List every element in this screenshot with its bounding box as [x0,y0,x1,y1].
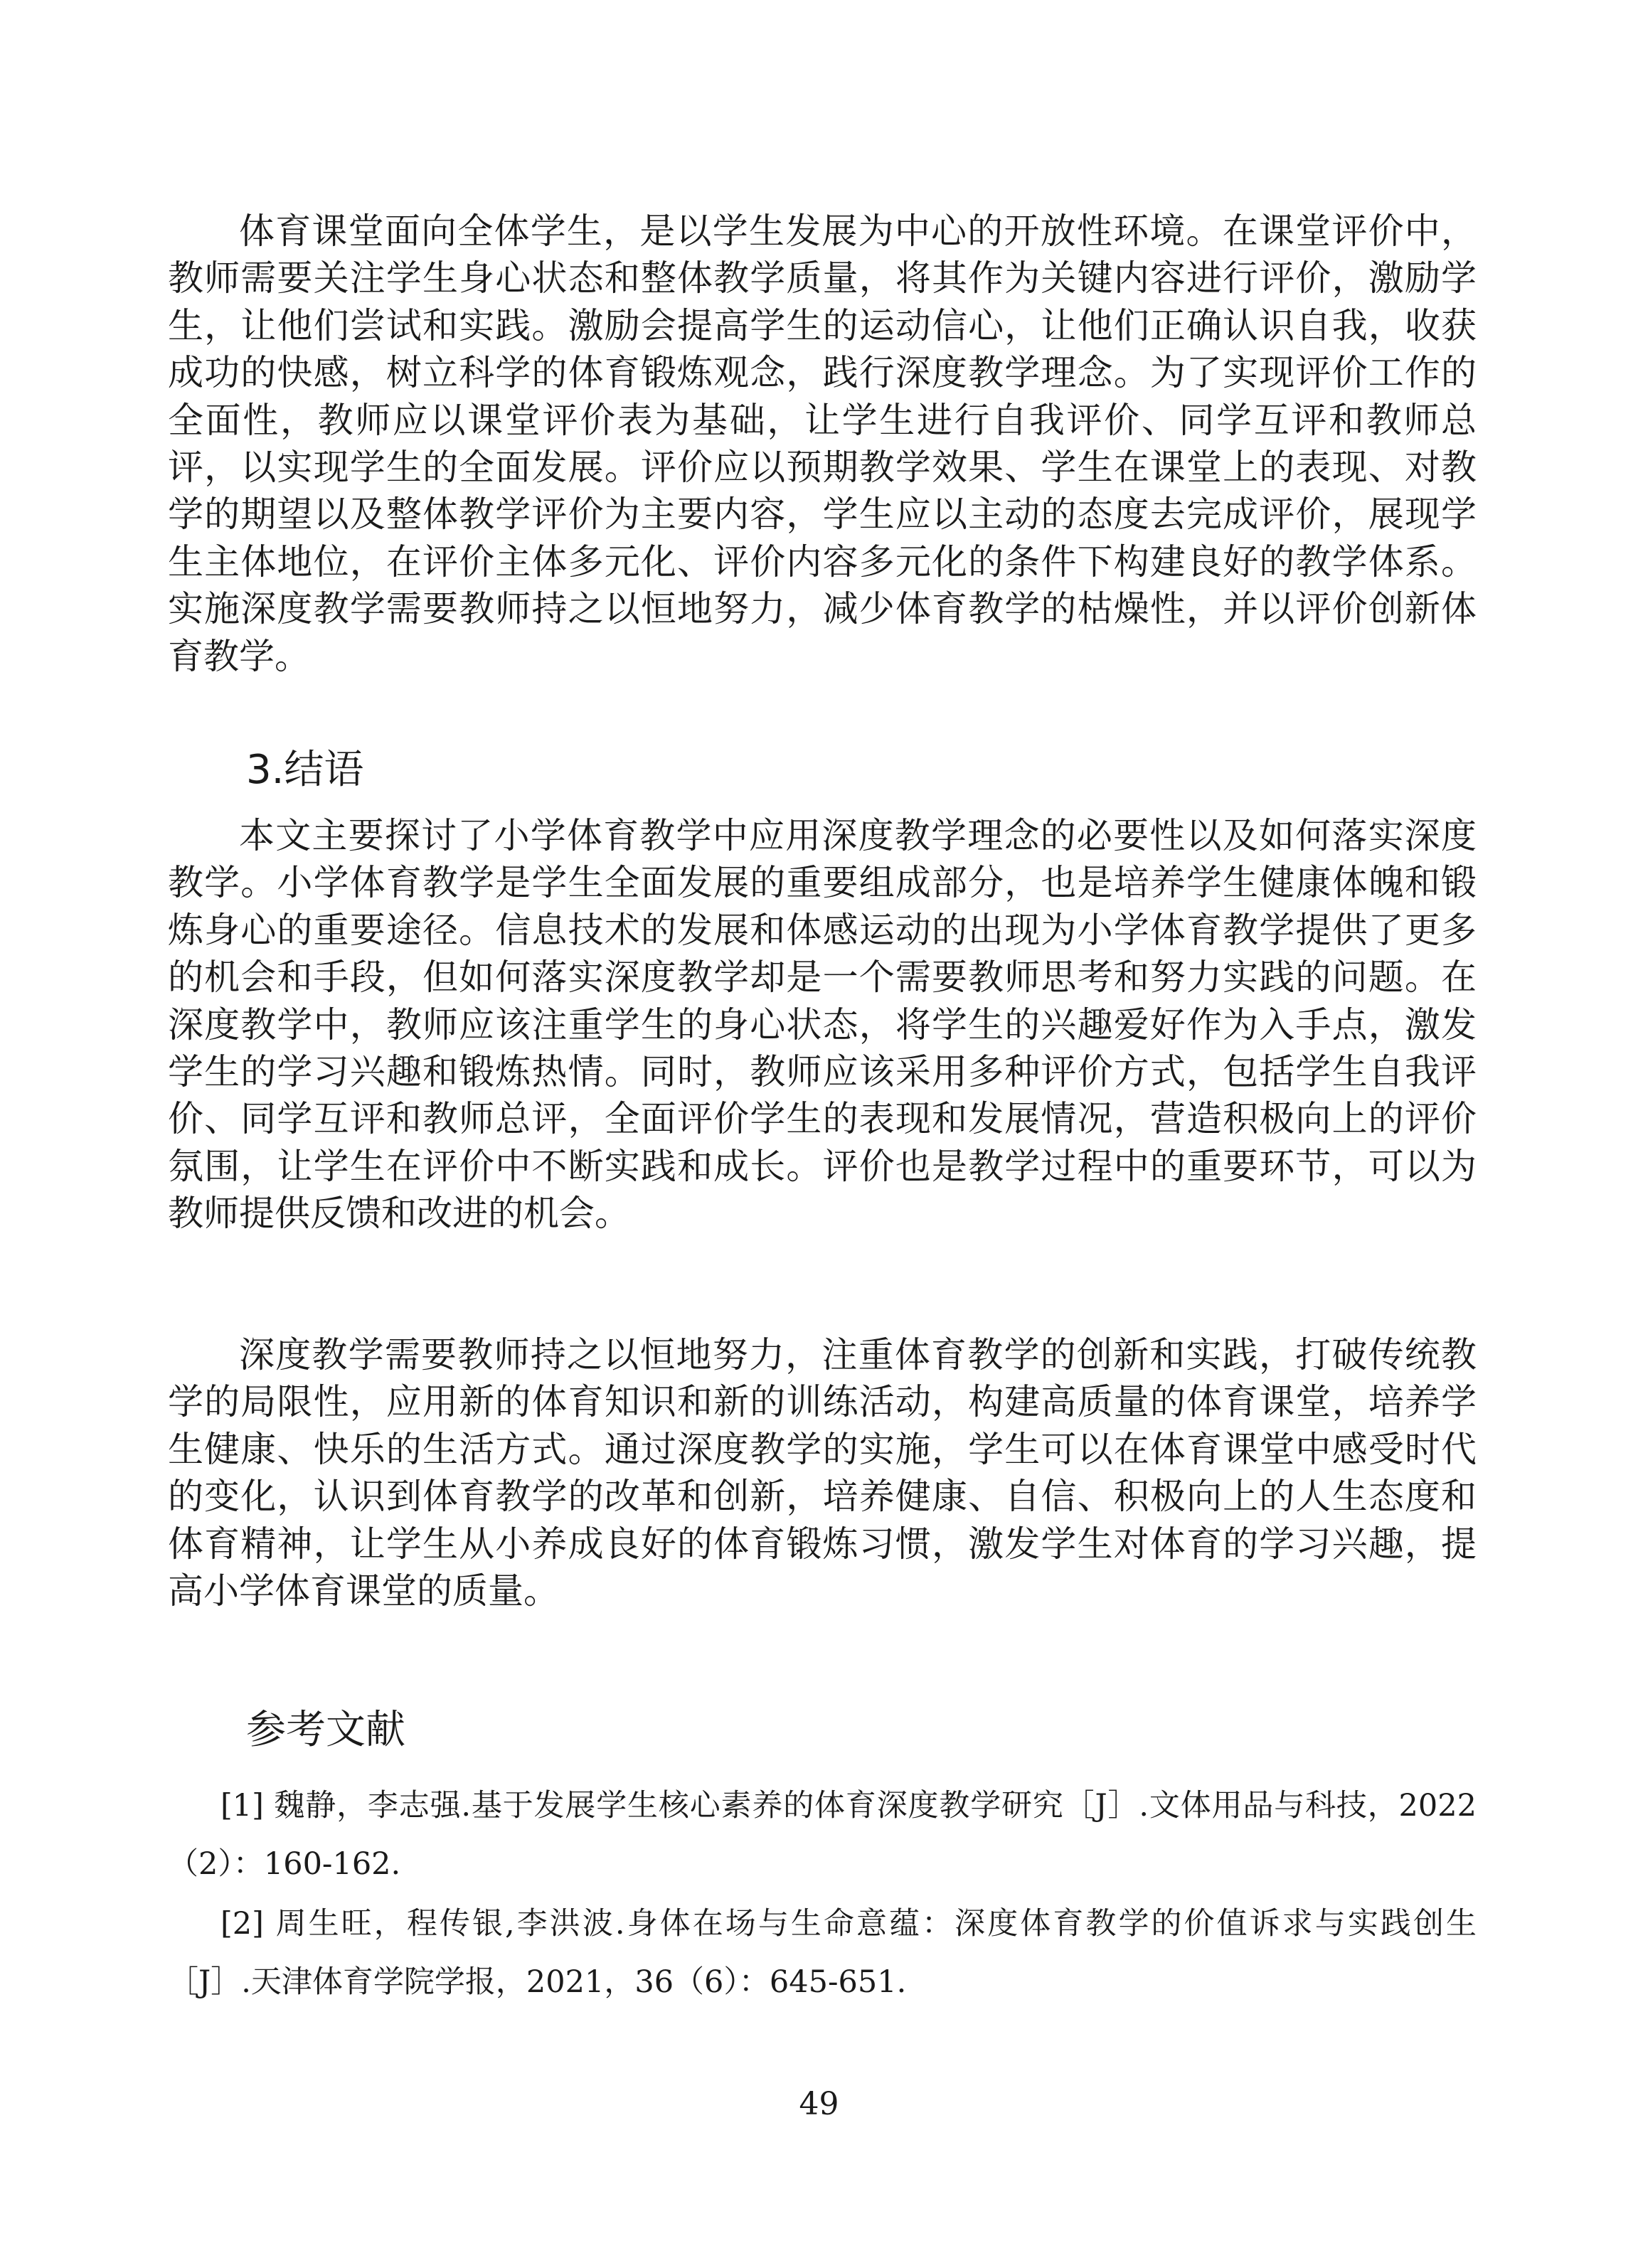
page-number: 49 [799,2086,839,2122]
reference-item-1: [1] 魏静，李志强.基于发展学生核心素养的体育深度教学研究［J］.文体用品与科技，2022（2）：160-162. [168,1788,1477,1882]
body-paragraph-conclusion-2: 深度教学需要教师持之以恒地努力，注重体育教学的创新和实践，打破传统教学的局限性，应用新的体育知识和新的训练活动，构建高质量的体育课堂，培养学生健康、快乐的生活方式。通过深度教学的实施，学生可以在体育课堂中感受时代的变化，认识到体育教学的改革和创新，培养健康、自信、积极向上的人生态度和体育精神，让学生从小养成良好的体育锻炼习惯，激发学生对体育的学习兴趣，提高小学体育课堂的质量。 [168,1334,1477,1612]
reference-item-2: [2] 周生旺，程传银,李洪波.身体在场与生命意蕴：深度体育教学的价值诉求与实践创生［J］.天津体育学院学报，2021，36（6）：645-651. [168,1906,1477,2000]
section-heading-references: 参考文献 [246,1707,405,1753]
body-paragraph-evaluation: 体育课堂面向全体学生，是以学生发展为中心的开放性环境。在课堂评价中，教师需要关注学生身心状态和整体教学质量，将其作为关键内容进行评价，激励学生，让他们尝试和实践。激励会提高学生的运动信心，让他们正确认识自我，收获成功的快感，树立科学的体育锻炼观念，践行深度教学理念。为了实现评价工作的全面性，教师应以课堂评价表为基础，让学生进行自我评价、同学互评和教师总评，以实现学生的全面发展。评价应以预期教学效果、学生在课堂上的表现、对教学的期望以及整体教学评价为主要内容，学生应以主动的态度去完成评价，展现学生主体地位，在评价主体多元化、评价内容多元化的条件下构建良好的教学体系。实施深度教学需要教师持之以恒地努力，减少体育教学的枯燥性，并以评价创新体育教学。 [168,211,1477,677]
body-paragraph-conclusion-1: 本文主要探讨了小学体育教学中应用深度教学理念的必要性以及如何落实深度教学。小学体育教学是学生全面发展的重要组成部分，也是培养学生健康体魄和锻炼身心的重要途径。信息技术的发展和体感运动的出现为小学体育教学提供了更多的机会和手段，但如何落实深度教学却是一个需要教师思考和努力实践的问题。在深度教学中，教师应该注重学生的身心状态，将学生的兴趣爱好作为入手点，激发学生的学习兴趣和锻炼热情。同时，教师应该采用多种评价方式，包括学生自我评价、同学互评和教师总评，全面评价学生的表现和发展情况，营造积极向上的评价氛围，让学生在评价中不断实践和成长。评价也是教学过程中的重要环节，可以为教师提供反馈和改进的机会。 [168,815,1477,1235]
section-heading-conclusion: 3.结语 [246,747,364,793]
